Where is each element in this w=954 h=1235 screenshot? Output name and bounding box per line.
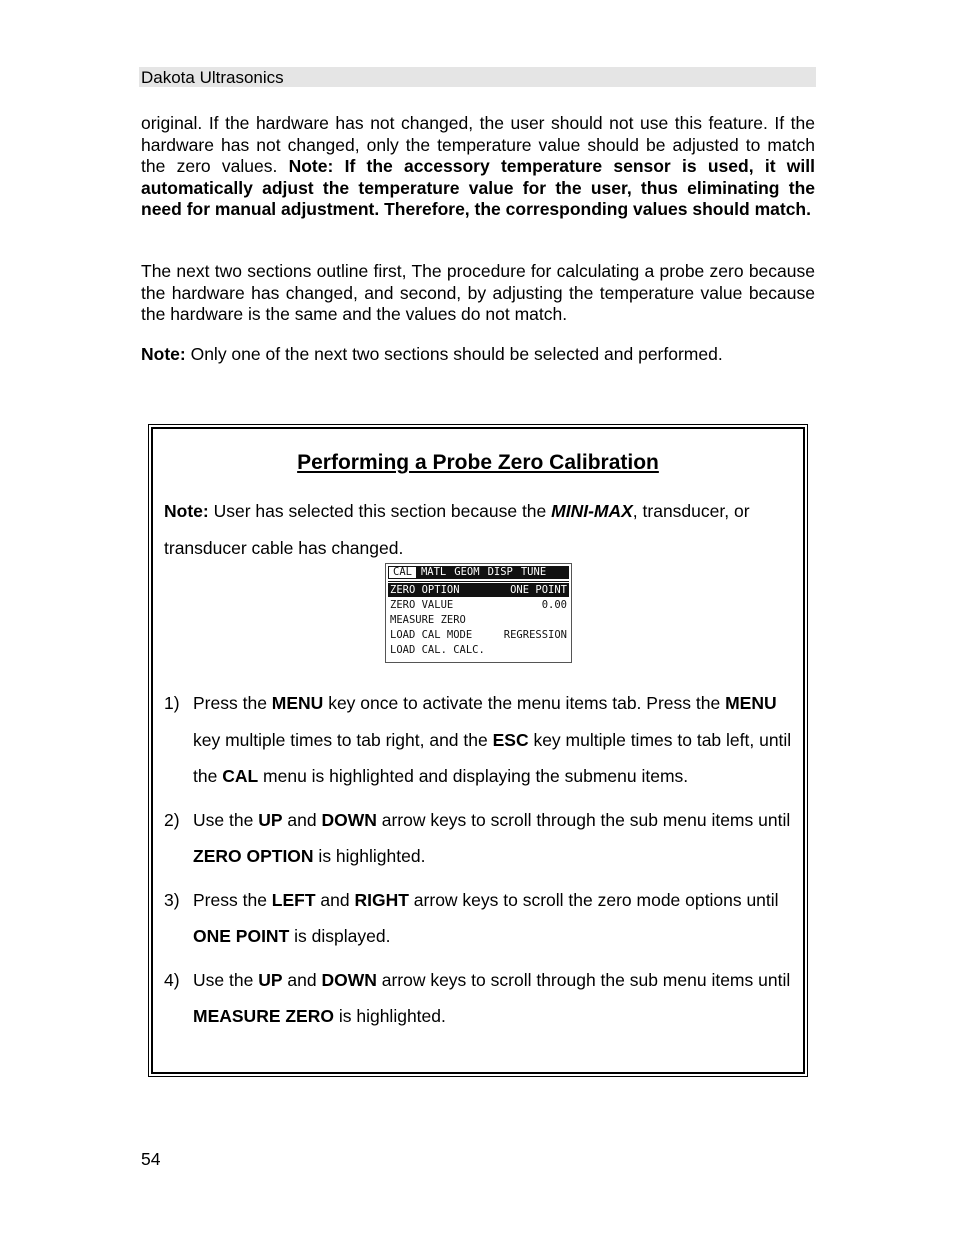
procedure-note-post: , transducer, or transducer cable has changed. bbox=[164, 501, 750, 558]
step-2 bbox=[164, 802, 798, 875]
step-key: MEASURE ZERO bbox=[193, 1006, 334, 1026]
lcd-row-label: LOAD CAL. CALC. bbox=[390, 644, 485, 656]
lcd-tab-bar bbox=[388, 566, 569, 579]
procedure-note-label: Note: bbox=[164, 501, 209, 521]
procedure-note-pre: User has selected this section because the bbox=[208, 501, 552, 521]
step-text: key multiple times to tab left, until the bbox=[193, 729, 792, 786]
step-text: arrow keys to scroll through the sub menu items until bbox=[376, 969, 791, 990]
step-key: LEFT bbox=[271, 889, 316, 910]
step-key: RIGHT bbox=[354, 889, 409, 910]
step-text: and bbox=[282, 969, 322, 990]
step-text: Press the bbox=[193, 693, 272, 713]
intro-p1-note: Note: If the accessory temperature sensor is used, it will automatically adjust the temperature value for the user, thus eliminating the need for manual adjustment. Therefore, the corresponding values should match. bbox=[141, 156, 815, 219]
lcd-tab-matl: MATL bbox=[420, 566, 447, 578]
step-text: and bbox=[315, 889, 355, 910]
intro-p1-text: original. If the hardware has not changed, the user should not use this feature. If the hardware has not changed, only the temperature value should be adjusted to match the zero values. bbox=[141, 113, 815, 176]
step-number: 2) bbox=[164, 809, 180, 830]
step-text: key once to activate the menu items tab. Press the bbox=[323, 693, 726, 713]
step-key: MENU bbox=[725, 693, 777, 713]
lcd-tab-geom: GEOM bbox=[454, 566, 480, 578]
lcd-row-measure-zero bbox=[388, 613, 569, 627]
step-key: ONE POINT bbox=[193, 926, 290, 946]
procedure-box-inner bbox=[151, 427, 805, 1074]
step-text: Press the bbox=[193, 889, 272, 910]
step-text: arrow keys to scroll through the sub menu items until bbox=[376, 809, 791, 830]
intro-p3-text: Only one of the next two sections should be selected and performed. bbox=[185, 344, 723, 364]
step-text: is highlighted. bbox=[333, 1006, 446, 1026]
step-number: 3) bbox=[164, 889, 180, 910]
intro-paragraph-3 bbox=[141, 344, 815, 366]
step-key: ZERO OPTION bbox=[193, 846, 314, 866]
step-key: DOWN bbox=[321, 969, 377, 990]
lcd-row-zero-option bbox=[388, 583, 569, 597]
lcd-row-label: MEASURE ZERO bbox=[390, 614, 466, 626]
step-number: 1) bbox=[164, 693, 180, 713]
lcd-row-label: ZERO OPTION bbox=[390, 584, 460, 596]
intro-paragraph-1 bbox=[141, 113, 815, 221]
procedure-note bbox=[164, 493, 794, 567]
step-key: ESC bbox=[492, 729, 529, 750]
step-3 bbox=[164, 882, 798, 955]
step-4 bbox=[164, 962, 798, 1035]
lcd-row-zero-value bbox=[388, 598, 569, 612]
lcd-row-load-cal-calc bbox=[388, 643, 569, 657]
step-key: CAL bbox=[222, 766, 259, 786]
procedure-note-brand: MINI-MAX bbox=[551, 501, 633, 521]
lcd-row-load-cal-mode bbox=[388, 628, 569, 642]
step-text: menu is highlighted and displaying the submenu items. bbox=[258, 766, 689, 786]
lcd-row-value: ONE POINT bbox=[510, 584, 567, 596]
intro-paragraph-2: The next two sections outline first, The procedure for calculating a probe zero because the hardware has changed, and second, by adjusting the temperature value because the hardware is the same and the values do not match. bbox=[141, 261, 815, 324]
step-text: Use the bbox=[193, 809, 259, 830]
step-text: Use the bbox=[193, 969, 259, 990]
step-text: arrow keys to scroll the zero mode options until bbox=[408, 889, 779, 910]
step-text: key multiple times to tab right, and the bbox=[193, 729, 493, 750]
lcd-row-value: 0.00 bbox=[541, 599, 567, 611]
step-number: 4) bbox=[164, 969, 180, 990]
lcd-row-label: LOAD CAL MODE bbox=[390, 629, 473, 641]
procedure-title: Performing a Probe Zero Calibration bbox=[297, 451, 659, 474]
intro-p3-label: Note: bbox=[141, 344, 186, 364]
step-key: DOWN bbox=[321, 809, 377, 830]
lcd-tab-cal: CAL bbox=[388, 566, 417, 579]
step-text: is displayed. bbox=[289, 926, 391, 946]
step-1 bbox=[164, 685, 798, 795]
procedure-steps bbox=[164, 685, 798, 1042]
page-number: 54 bbox=[141, 1149, 161, 1169]
running-header: Dakota Ultrasonics bbox=[139, 67, 816, 87]
procedure-box bbox=[148, 424, 808, 1077]
lcd-tab-tune: TUNE bbox=[520, 566, 547, 578]
lcd-screen bbox=[385, 563, 572, 663]
step-key: UP bbox=[258, 969, 283, 990]
lcd-divider bbox=[388, 581, 569, 582]
lcd-row-label: ZERO VALUE bbox=[390, 599, 454, 611]
step-text: is highlighted. bbox=[313, 846, 426, 866]
lcd-tab-disp: DISP bbox=[487, 566, 513, 578]
step-key: MENU bbox=[271, 693, 324, 713]
lcd-row-value: REGRESSION bbox=[503, 629, 567, 641]
step-text: and bbox=[282, 809, 322, 830]
step-key: UP bbox=[258, 809, 283, 830]
